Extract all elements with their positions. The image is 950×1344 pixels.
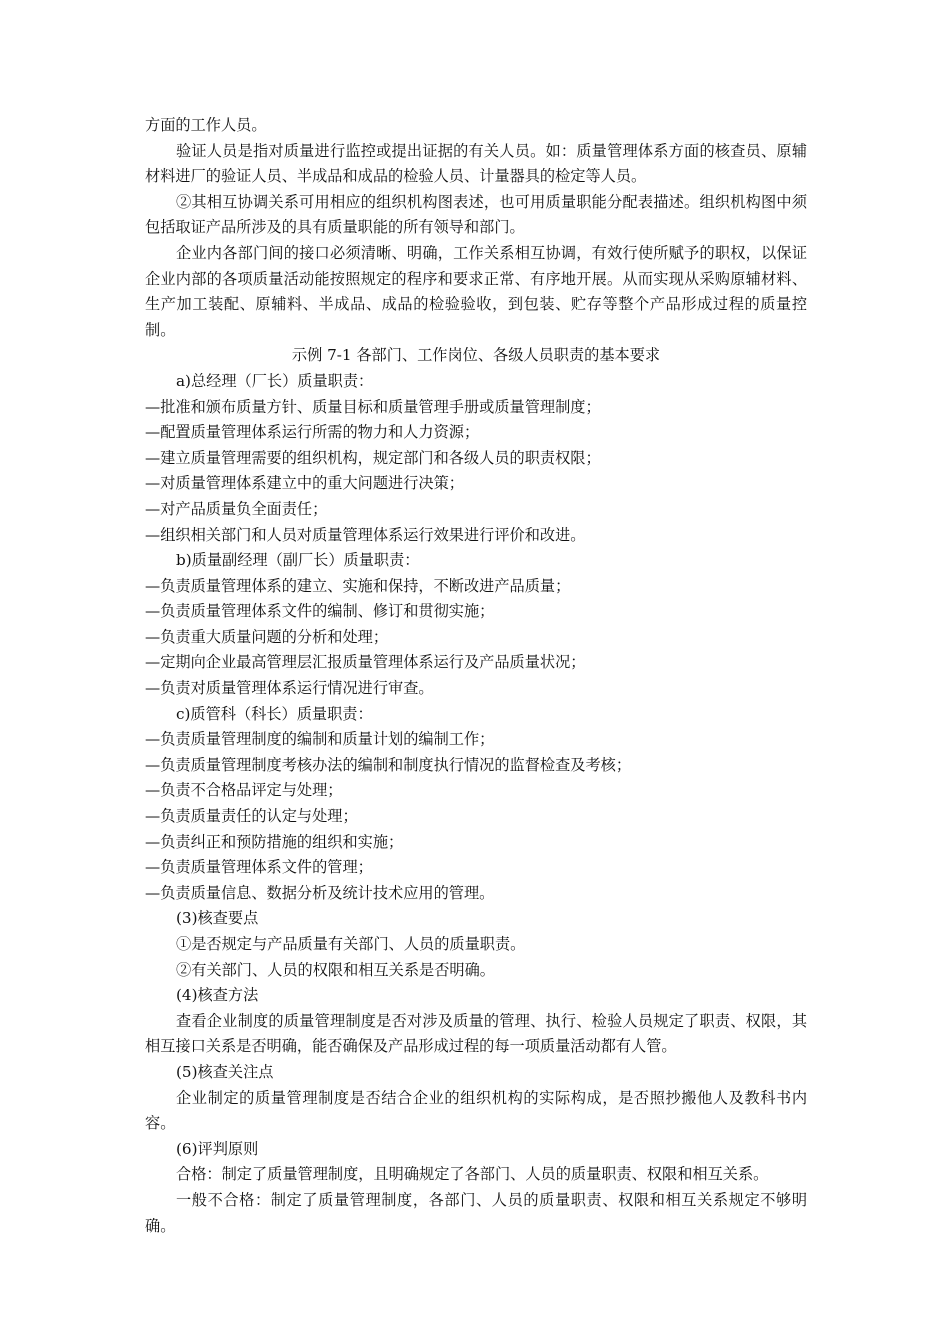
check-points-heading: (3)核查要点 [176,909,259,928]
list-item: —负责质量管理制度考核办法的编制和制度执行情况的监督检查及考核； [145,755,631,774]
list-item: —定期向企业最高管理层汇报质量管理体系运行及产品质量状况； [145,653,586,672]
list-item: —组织相关部门和人员对质量管理体系运行效果进行评价和改进。 [145,525,586,544]
example-title: 示例 7-1 各部门、工作岗位、各级人员职责的基本要求 [291,346,661,365]
list-item: —配置质量管理体系运行所需的物力和人力资源； [145,423,480,442]
check-method-text: 查看企业制度的质量管理制度是否对涉及质量的管理、执行、检验人员规定了职责、权限，其相互接口关系是否明确，能否确保及产品形成过程的每一项质量活动都有人管。 [145,1011,807,1056]
list-item: —负责质量责任的认定与处理； [145,807,358,826]
list-item: —批准和颁布质量方针、质量目标和质量管理手册或质量管理制度； [145,397,601,416]
list-item: —负责质量管理制度的编制和质量计划的编制工作； [145,730,495,749]
list-item: —建立质量管理需要的组织机构，规定部门和各级人员的职责权限； [145,448,601,467]
check-point-item: ①是否规定与产品质量有关部门、人员的质量职责。 [176,935,526,953]
list-item: —负责不合格品评定与处理； [145,781,343,800]
list-item: —负责质量管理体系文件的编制、修订和贯彻实施； [145,602,495,621]
list-item: —负责质量信息、数据分析及统计技术应用的管理。 [145,883,495,902]
section-heading-quality-dept: c)质管科（科长）质量职责： [176,704,373,723]
list-item: —负责质量管理体系文件的管理； [145,858,373,877]
list-item: —对质量管理体系建立中的重大问题进行决策； [145,474,464,493]
check-method-heading: (4)核查方法 [176,986,259,1005]
paragraph-org-chart: ②其相互协调关系可用相应的组织机构图表述，也可用质量职能分配表描述。组织机构图中须包括取证产品所涉及的具有质量职能的所有领导和部门。 [145,192,807,237]
section-heading-deputy-manager: b)质量副经理（副厂长）质量职责： [176,551,420,570]
document-page [145,113,807,1239]
list-item: —负责质量管理体系的建立、实施和保持，不断改进产品质量； [145,576,571,595]
section-heading-general-manager: a)总经理（厂长）质量职责： [176,371,374,390]
list-item: —负责对质量管理体系运行情况进行审查。 [145,679,434,698]
check-point-item: ②有关部门、人员的权限和相互关系是否明确。 [176,960,495,979]
paragraph-verification-staff: 验证人员是指对质量进行监控或提出证据的有关人员。如：质量管理体系方面的核查员、原辅材料进厂的验证人员、半成品和成品的检验人员、计量器具的检定等人员。 [145,141,807,186]
judgement-heading: (6)评判原则 [176,1139,259,1158]
paragraph-interfaces: 企业内各部门间的接口必须清晰、明确，工作关系相互协调，有效行使所赋予的职权，以保证企业内部的各项质量活动能按照规定的程序和要求正常、有序地开展。从而实现从采购原辅材料、生产加工装配、原辅料、半成品、成品的检验验收，到包装、贮存等整个产品形成过程的质量控制。 [145,243,807,339]
check-focus-heading: (5)核查关注点 [176,1062,274,1081]
paragraph-continuation: 方面的工作人员。 [145,116,267,134]
list-item: —对产品质量负全面责任； [145,499,328,518]
check-focus-text: 企业制定的质量管理制度是否结合企业的组织机构的实际构成，是否照抄搬他人及教科书内容。 [145,1088,807,1133]
judgement-minor-fail: 一般不合格：制定了质量管理制度，各部门、人员的质量职责、权限和相互关系规定不够明确。 [145,1190,807,1235]
judgement-pass: 合格：制定了质量管理制度，且明确规定了各部门、人员的质量职责、权限和相互关系。 [176,1165,769,1184]
list-item: —负责重大质量问题的分析和处理； [145,627,388,646]
list-item: —负责纠正和预防措施的组织和实施； [145,832,404,851]
